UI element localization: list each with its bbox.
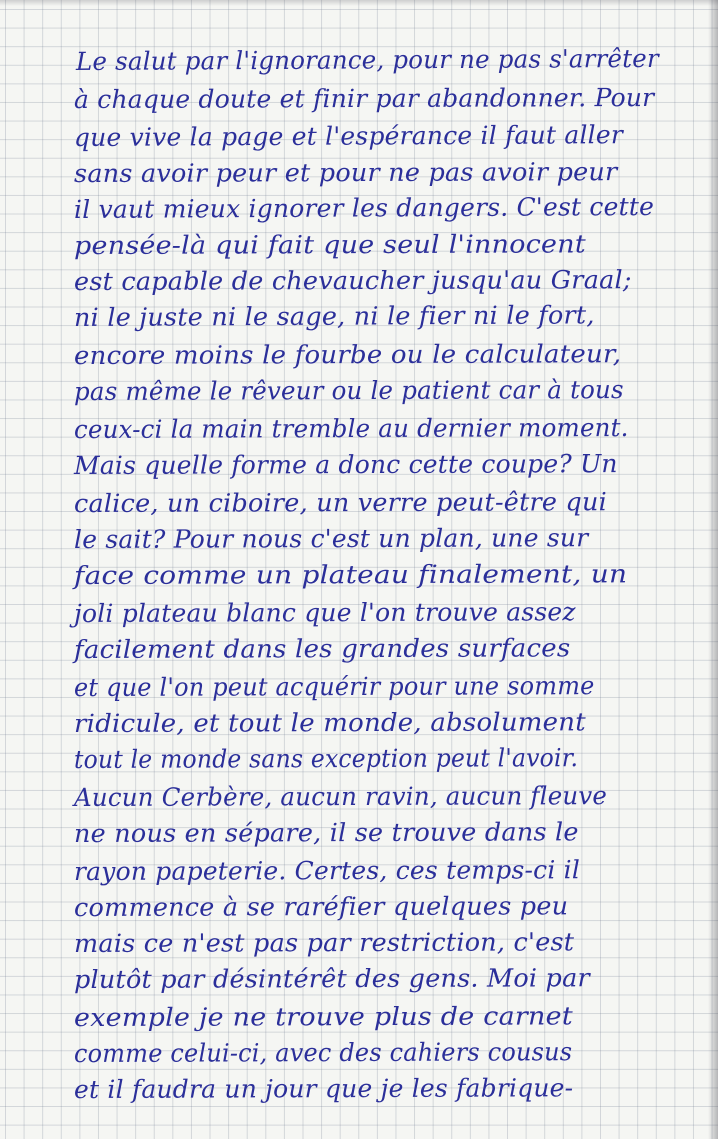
handwritten-line: calice, un ciboire, un verre peut-être qui bbox=[73, 487, 608, 518]
handwritten-line: pas même le rêveur ou le patient car à tous bbox=[73, 375, 624, 406]
handwritten-line: Le salut par l'ignorance, pour ne pas s'arrêter bbox=[75, 43, 659, 76]
handwritten-line: et il faudra un jour que je les fabrique- bbox=[73, 1073, 574, 1104]
handwritten-line: rayon papeterie. Certes, ces temps-ci il bbox=[73, 855, 581, 886]
handwritten-line: est capable de chevaucher jusqu'au Graal; bbox=[73, 265, 632, 296]
handwritten-line: comme celui-ci, avec des cahiers cousus bbox=[73, 1037, 573, 1068]
handwritten-line: commence à se raréfier quelques peu bbox=[73, 891, 569, 922]
handwritten-line: encore moins le fourbe ou le calculateur, bbox=[73, 339, 622, 370]
handwritten-line: Aucun Cerbère, aucun ravin, aucun fleuve bbox=[73, 781, 608, 812]
handwritten-line: que vive la page et l'espérance il faut aller bbox=[73, 120, 624, 152]
handwritten-line: ni le juste ni le sage, ni le fier ni le fort, bbox=[73, 300, 595, 332]
handwritten-line: Mais quelle forme a donc cette coupe? Un bbox=[73, 449, 618, 480]
handwritten-line: à chaque doute et finir par abandonner. Pour bbox=[73, 82, 655, 114]
handwritten-line: face comme un plateau finalement, un bbox=[73, 559, 628, 590]
handwritten-line: exemple je ne trouve plus de carnet bbox=[73, 1001, 573, 1032]
handwritten-line: ne nous en sépare, il se trouve dans le bbox=[73, 817, 579, 848]
handwritten-line: sans avoir peur et pour ne pas avoir peur bbox=[73, 157, 618, 188]
handwritten-line: il vaut mieux ignorer les dangers. C'est cette bbox=[73, 191, 655, 224]
handwritten-line: ceux-ci la main tremble au dernier moment. bbox=[73, 413, 629, 444]
handwritten-line: plutôt par désintérêt des gens. Moi par bbox=[73, 963, 590, 994]
handwritten-line: le sait? Pour nous c'est un plan, une sur bbox=[73, 523, 589, 554]
handwritten-line: et que l'on peut acquérir pour une somme bbox=[73, 671, 595, 702]
handwritten-line: facilement dans les grandes surfaces bbox=[73, 633, 571, 664]
handwritten-line: mais ce n'est pas par restriction, c'est bbox=[73, 927, 575, 958]
handwritten-line: joli plateau blanc que l'on trouve assez bbox=[73, 597, 576, 628]
handwritten-line: pensée-là qui fait que seul l'innocent bbox=[73, 229, 586, 260]
handwritten-line: ridicule, et tout le monde, absolument bbox=[73, 707, 586, 738]
handwritten-line: tout le monde sans exception peut l'avoir. bbox=[73, 743, 579, 774]
